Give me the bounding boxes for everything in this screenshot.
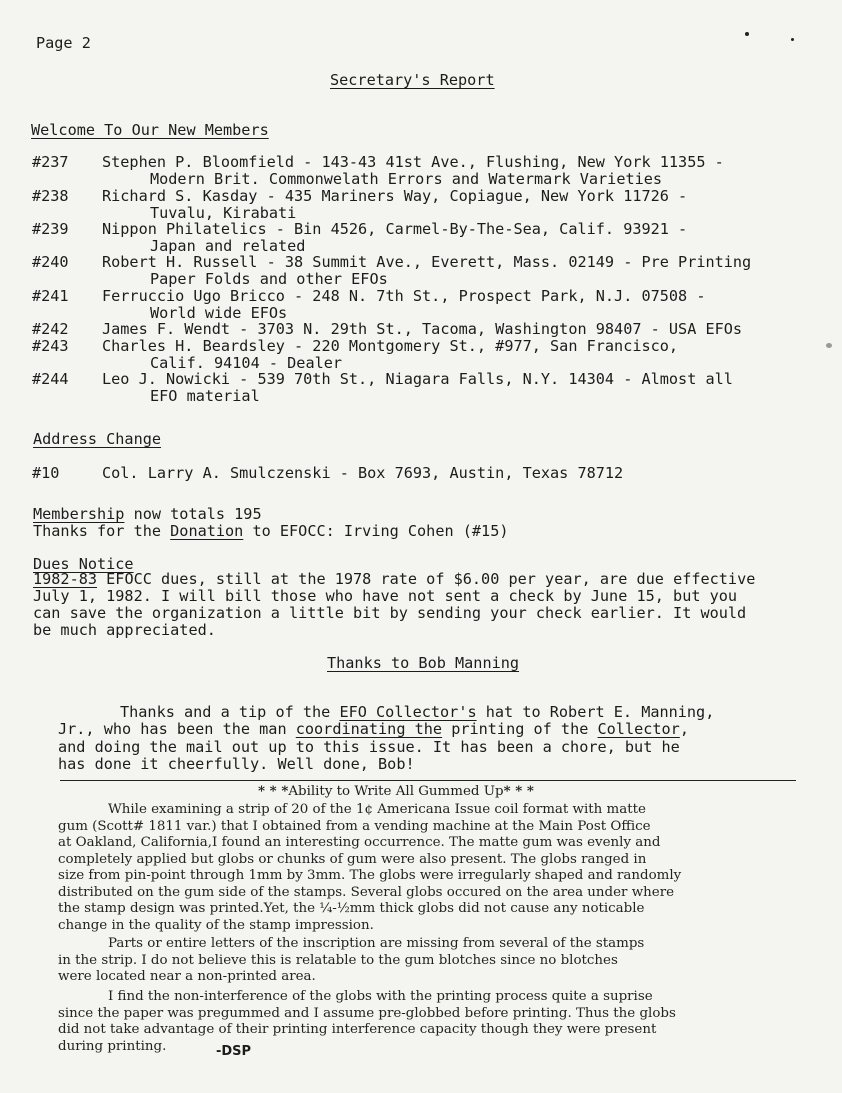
thanks-paragraph — [58, 704, 714, 773]
member-interest: Paper Folds and other EFOs — [150, 270, 388, 288]
thanks-text: , — [679, 720, 689, 739]
article-line: completely applied but globs or chunks of gum were also present. The globs ranged in — [58, 851, 647, 867]
member-number: #242 — [32, 320, 69, 338]
membership-label: Membership — [33, 505, 125, 523]
member-line: Charles H. Beardsley - 220 Montgomery St., #977, San Francisco, — [102, 337, 679, 355]
member-line: James F. Wendt - 3703 N. 29th St., Tacoma, Washington 98407 - USA EFOs — [102, 320, 743, 338]
member-interest: Calif. 94104 - Dealer — [150, 354, 343, 372]
thanks-line-2 — [58, 721, 714, 738]
thanks-text: hat to Robert E. Manning, — [476, 703, 715, 721]
member-line: Leo J. Nowicki - 539 70th St., Niagara Falls, N.Y. 14304 - Almost all — [102, 370, 733, 388]
thanks-underlined: coordinating the — [295, 720, 443, 739]
article-line: change in the quality of the stamp impression. — [58, 917, 374, 933]
page-title: Secretary's Report — [330, 71, 495, 89]
section-divider — [60, 780, 796, 781]
member-number: #238 — [32, 187, 69, 205]
thanks-text: Jr., who has been the man — [58, 720, 296, 739]
member-number: #237 — [32, 153, 69, 171]
welcome-heading: Welcome To Our New Members — [31, 121, 269, 139]
article-line: I find the non-interference of the globs with the printing process quite a suprise — [108, 989, 653, 1004]
member-number: #239 — [32, 220, 69, 238]
member-interest: Modern Brit. Commonwelath Errors and Watermark Varieties — [150, 170, 663, 188]
article-line: since the paper was pregummed and I assume pre-globbed before printing. Thus the globs — [58, 1005, 676, 1021]
dues-year: 1982-83 — [33, 570, 98, 588]
member-number: #244 — [32, 370, 69, 388]
member-number: #241 — [32, 287, 69, 305]
dues-line-2: July 1, 1982. I will bill those who have not sent a check by June 15, but you — [33, 587, 738, 605]
member-number: #243 — [32, 337, 69, 355]
thanks-text: printing of the — [442, 720, 598, 739]
article-title: Ability to Write All Gummed Up — [288, 784, 504, 799]
dues-paragraph — [33, 571, 755, 639]
article-line: in the strip. I do not believe this is relatable to the gum blotches since no blotches — [58, 952, 618, 968]
donation-prefix: Thanks for the — [33, 522, 171, 540]
address-change-number: #10 — [32, 464, 60, 482]
stars-right: * * * — [503, 783, 534, 799]
article-line: during printing. — [58, 1038, 167, 1054]
donation-line — [33, 522, 508, 540]
collector-title: Collector — [597, 720, 680, 739]
membership-total: now totals 195 — [124, 505, 262, 523]
member-line: Nippon Philatelics - Bin 4526, Carmel-By-The-Sea, Calif. 93921 - — [102, 220, 688, 238]
dues-heading: Dues Notice — [33, 555, 134, 573]
dues-line-4: be much appreciated. — [33, 621, 216, 639]
address-change-entry: Col. Larry A. Smulczenski - Box 7693, Austin, Texas 78712 — [102, 464, 624, 482]
donation-detail: to EFOCC: Irving Cohen (#15) — [243, 522, 509, 540]
thanks-heading: Thanks to Bob Manning — [327, 654, 520, 672]
membership-line — [33, 505, 262, 523]
article-line: the stamp design was printed.Yet, the ¼-½mm thick globs did not cause any noticable — [58, 901, 645, 916]
stars-left: * * * — [258, 783, 289, 799]
article-line: gum (Scott# 1811 var.) that I obtained from a vending machine at the Main Post Office — [58, 818, 651, 834]
member-interest: World wide EFOs — [150, 304, 288, 322]
article-line: distributed on the gum side of the stamps. Several globs occured on the area under where — [58, 884, 675, 900]
member-interest: Tuvalu, Kirabati — [150, 204, 297, 222]
article-line: While examining a strip of 20 of the 1¢ Americana Issue coil format with matte — [108, 802, 646, 817]
dues-line — [33, 571, 755, 588]
article-paragraph-2 — [58, 936, 803, 986]
thanks-line-4: has done it cheerfully. Well done, Bob! — [58, 754, 415, 773]
ink-speck — [826, 343, 832, 348]
member-number: #240 — [32, 253, 69, 271]
member-line: Richard S. Kasday - 435 Mariners Way, Copiague, New York 11726 - — [102, 187, 688, 205]
efo-collector-title: EFO Collector's — [339, 703, 477, 721]
article-line: at Oakland, California,I found an interesting occurrence. The matte gum was evenly and — [58, 835, 661, 850]
member-line: Ferruccio Ugo Bricco - 248 N. 7th St., Prospect Park, N.J. 07508 - — [102, 287, 706, 305]
member-interest: Japan and related — [150, 237, 306, 255]
ink-speck — [791, 38, 794, 41]
article-line: were located near a non-printed area. — [58, 969, 316, 984]
page-label: Page 2 — [36, 34, 91, 52]
thanks-line-3: and doing the mail out up to this issue. It has been a chore, but he — [58, 737, 680, 756]
article-line: size from pin-point through 1mm by 3mm. The globs were irregularly shaped and randomly — [58, 868, 682, 883]
donation-label: Donation — [170, 522, 244, 540]
member-line: Robert H. Russell - 38 Summit Ave., Everett, Mass. 02149 - Pre Printing — [102, 253, 752, 271]
address-change-heading: Address Change — [33, 430, 162, 448]
article-line: did not take advantage of their printing interference capacity though they were present — [58, 1022, 657, 1037]
article-paragraph-1 — [58, 802, 803, 934]
article-heading — [258, 783, 534, 799]
dues-line-1: EFOCC dues, still at the 1978 rate of $6.00 per year, are due effective — [97, 570, 756, 588]
thanks-text: Thanks and a tip of the — [120, 703, 340, 721]
dues-line-3: can save the organization a little bit by sending your check earlier. It would — [33, 604, 747, 622]
article-signature: -DSP — [216, 1044, 252, 1059]
article-paragraph-3 — [58, 989, 803, 1055]
thanks-line-1 — [58, 704, 714, 721]
ink-speck — [745, 32, 749, 36]
member-line: Stephen P. Bloomfield - 143-43 41st Ave., Flushing, New York 11355 - — [102, 153, 724, 171]
member-interest: EFO material — [150, 387, 260, 405]
article-line: Parts or entire letters of the inscription are missing from several of the stamps — [108, 936, 645, 951]
